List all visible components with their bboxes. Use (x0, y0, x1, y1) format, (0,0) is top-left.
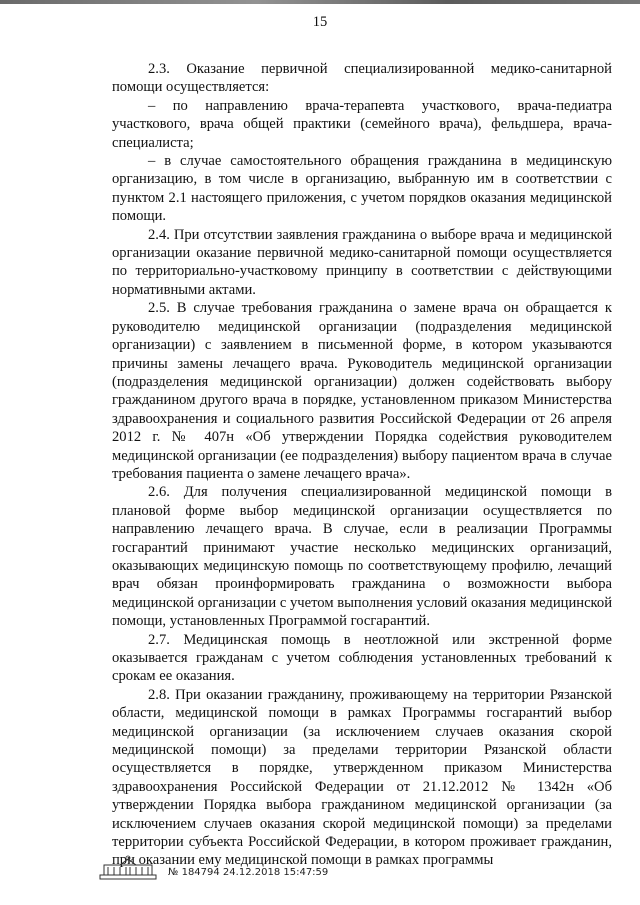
paragraph-2-4: 2.4. При отсутствии заявления гражданина о выборе врача и медицинской организации оказание первичной медико-санитарной помощи осуществляется по территориально-участковому принципу в соответствии с действующими нормативными актами. (112, 226, 612, 298)
paragraph-2-3: 2.3. Оказание первичной специализированной медико-санитарной помощи осуществляется: (112, 61, 612, 96)
document-footer (98, 855, 428, 889)
government-building-logo (98, 855, 158, 887)
page-number: 15 (312, 14, 328, 30)
building-icon (98, 855, 158, 881)
paragraph-2-7: 2.7. Медицинская помощь в неотложной или экстренной форме оказывается гражданам с учетом соблюдения установленных требований к срокам ее оказания. (112, 631, 612, 685)
registration-stamp: № 184794 24.12.2018 15:47:59 (168, 867, 329, 878)
paragraph-2-5: 2.5. В случае требования гражданина о замене врача он обращается к руководителю медицинской организации (подразделения медицинской организации) с заявлением в письменной форме, в котором указываются причины замены лечащего врача. Руководитель медицинской организации (подразделения медицинской организации) должен содействовать выбору гражданином другого врача в порядке, установленном приказом Министерства здравоохранения и социального развития Российской Федерации от 26 апреля 2012 г. № 407н «Об утверждении Порядка содействия руководителем медицинской организации (ее подразделения) выбору пациентом врача в случае требования пациента о замене лечащего врача». (112, 300, 612, 482)
document-body (112, 60, 612, 870)
paragraph-2-3-item-referral: – по направлению врача-терапевта участкового, врача-педиатра участкового, врача общей практики (семейного врача), фельдшера, врача-специалиста; (112, 97, 612, 151)
paragraph-2-3-item-self-referral: – в случае самостоятельного обращения гражданина в медицинскую организацию, в том числе в организацию, выбранную им в соответствии с пунктом 2.1 настоящего приложения, с учетом порядков оказания медицинской помощи. (112, 153, 612, 225)
paragraph-2-8: 2.8. При оказании гражданину, проживающему на территории Рязанской области, медицинской помощи в рамках Программы госгарантий выбор медицинской организации (за исключением случаев оказания скорой медицинской помощи) за пределами территории Рязанской области осуществляется в порядке, утвержденном приказом Министерства здравоохранения Российской Федерации от 21.12.2012 № 1342н «Об утверждении Порядка выбора гражданином медицинской организации (за исключением случаев оказания скорой медицинской помощи) за пределами территории субъекта Российской Федерации, в котором проживает гражданин, при оказании ему медицинской помощи в рамках программы (112, 686, 612, 869)
paragraph-2-6: 2.6. Для получения специализированной медицинской помощи в плановой форме выбор медицинской организации осуществляется по направлению лечащего врача. В случае, если в реализации Программы госгарантий принимают участие несколько медицинских организаций, оказывающих медицинскую помощь по соответствующему профилю, лечащий врач обязан проинформировать гражданина о возможности выбора медицинской организации с учетом выполнения условий оказания медицинской помощи, установленных Программой госгарантий. (112, 484, 612, 630)
scan-edge-line (0, 0, 640, 4)
